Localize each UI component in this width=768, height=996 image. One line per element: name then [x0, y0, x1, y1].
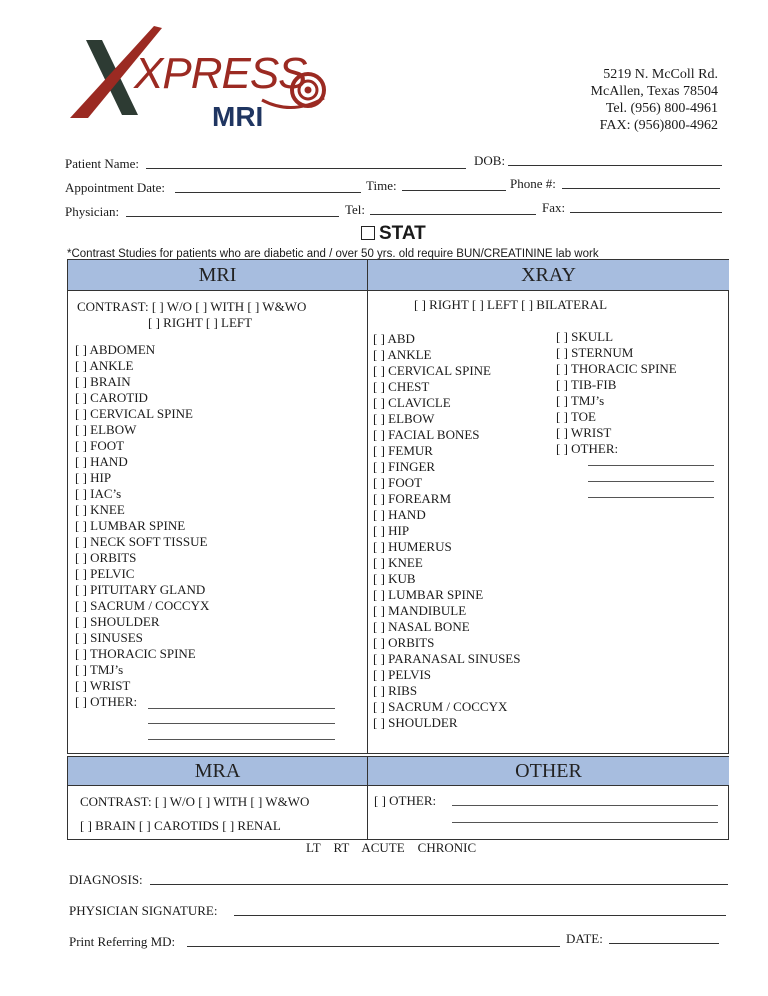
xray-other-line-2[interactable] — [588, 481, 714, 482]
xray-checkbox-item[interactable]: [ ] THORACIC SPINE — [556, 361, 677, 376]
xray-side-options[interactable]: [ ] RIGHT [ ] LEFT [ ] BILATERAL — [414, 297, 608, 312]
xray-checkbox-item[interactable]: [ ] KUB — [373, 571, 416, 586]
other-checkbox-label[interactable]: [ ] OTHER: — [374, 793, 437, 808]
phone-label: Phone #: — [510, 176, 556, 191]
xray-checkbox-item[interactable]: [ ] ELBOW — [373, 411, 435, 426]
xray-item-list-1 — [373, 331, 520, 731]
xray-checkbox-item[interactable]: [ ] HUMERUS — [373, 539, 452, 554]
mri-checkbox-item[interactable]: [ ] SINUSES — [75, 630, 143, 645]
side-acuity-legend: LT RT ACUTE CHRONIC — [306, 840, 477, 855]
diagnosis-field[interactable] — [150, 884, 728, 885]
mra-other-table — [67, 756, 729, 840]
xray-checkbox-item[interactable]: [ ] CLAVICLE — [373, 395, 451, 410]
stat-label: STAT — [379, 223, 426, 244]
referring-md-field[interactable] — [187, 946, 560, 947]
mra-other-divider — [367, 757, 368, 839]
mri-checkbox-item[interactable]: [ ] ORBITS — [75, 550, 137, 565]
mra-body-options[interactable]: [ ] BRAIN [ ] CAROTIDS [ ] RENAL — [80, 818, 281, 833]
xray-checkbox-item[interactable]: [ ] TOE — [556, 409, 596, 424]
xray-checkbox-item[interactable]: [ ] SHOULDER — [373, 715, 458, 730]
xray-checkbox-item[interactable]: [ ] NASAL BONE — [373, 619, 470, 634]
time-label: Time: — [366, 178, 397, 193]
xray-checkbox-item[interactable]: [ ] FINGER — [373, 459, 436, 474]
xray-checkbox-item[interactable]: [ ] ANKLE — [373, 347, 432, 362]
mri-checkbox-item[interactable]: [ ] FOOT — [75, 438, 125, 453]
mri-side-options[interactable]: [ ] RIGHT [ ] LEFT — [148, 315, 253, 330]
mri-other-line-1[interactable] — [148, 708, 335, 709]
stat-box[interactable] — [361, 226, 375, 240]
fax-label: Fax: — [542, 200, 566, 215]
stat-checkbox[interactable] — [361, 223, 426, 245]
xray-item-list-2 — [556, 329, 677, 457]
xray-checkbox-item[interactable]: [ ] FACIAL BONES — [373, 427, 480, 442]
address-street: 5219 N. McColl Rd. — [603, 67, 718, 82]
xray-checkbox-item[interactable]: [ ] FOREARM — [373, 491, 452, 506]
mri-other-line-3[interactable] — [148, 739, 335, 740]
xpress-mri-logo — [62, 20, 332, 135]
xray-checkbox-item[interactable]: [ ] TMJ’s — [556, 393, 605, 408]
address-fax: FAX: (956)800-4962 — [599, 118, 718, 133]
mri-checkbox-item[interactable]: [ ] THORACIC SPINE — [75, 646, 196, 661]
mri-checkbox-item[interactable]: [ ] HAND — [75, 454, 128, 469]
mri-xray-table — [67, 259, 729, 754]
xray-checkbox-item[interactable]: [ ] KNEE — [373, 555, 423, 570]
xray-checkbox-item[interactable]: [ ] OTHER: — [556, 441, 619, 456]
time-field[interactable] — [402, 190, 506, 191]
address-tel: Tel. (956) 800-4961 — [605, 101, 718, 116]
address-city: McAllen, Texas 78504 — [590, 84, 718, 99]
xray-other-line-3[interactable] — [588, 497, 714, 498]
mri-header: MRI — [68, 260, 367, 291]
patient-name-label: Patient Name: — [65, 156, 140, 171]
xray-checkbox-item[interactable]: [ ] SKULL — [556, 329, 614, 344]
xray-checkbox-item[interactable]: [ ] FOOT — [373, 475, 423, 490]
tel-field[interactable] — [370, 214, 536, 215]
mri-checkbox-item[interactable]: [ ] PITUITARY GLAND — [75, 582, 206, 597]
other-header: OTHER — [367, 757, 729, 786]
mri-checkbox-item[interactable]: [ ] HIP — [75, 470, 112, 485]
mri-checkbox-item[interactable]: [ ] KNEE — [75, 502, 125, 517]
mri-checkbox-item[interactable]: [ ] ANKLE — [75, 358, 134, 373]
logo-sub-text: MRI — [212, 101, 264, 132]
mri-checkbox-item[interactable]: [ ] SACRUM / COCCYX — [75, 598, 210, 613]
physician-field[interactable] — [126, 216, 339, 217]
clinic-address — [591, 66, 718, 134]
date-field[interactable] — [609, 943, 719, 944]
dob-label: DOB: — [474, 153, 506, 168]
xray-checkbox-item[interactable]: [ ] CHEST — [373, 379, 430, 394]
xray-checkbox-item[interactable]: [ ] PELVIS — [373, 667, 432, 682]
logo-brand-text: XPRESS — [134, 49, 307, 98]
xray-other-line-1[interactable] — [588, 465, 714, 466]
mra-contrast-options[interactable]: CONTRAST: [ ] W/O [ ] WITH [ ] W&WO — [80, 794, 310, 809]
referring-md-label: Print Referring MD: — [69, 934, 176, 949]
patient-name-field[interactable] — [146, 168, 466, 169]
xray-checkbox-item[interactable]: [ ] MANDIBULE — [373, 603, 467, 618]
xray-checkbox-item[interactable]: [ ] PARANASAL SINUSES — [373, 651, 521, 666]
mri-checkbox-item[interactable]: [ ] LUMBAR SPINE — [75, 518, 186, 533]
table-divider — [367, 260, 368, 753]
xray-checkbox-item[interactable]: [ ] ORBITS — [373, 635, 435, 650]
mri-contrast-options[interactable]: CONTRAST: [ ] W/O [ ] WITH [ ] W&WO — [77, 299, 307, 314]
tel-label: Tel: — [345, 202, 366, 217]
xray-checkbox-item[interactable]: [ ] TIB-FIB — [556, 377, 617, 392]
contrast-note: *Contrast Studies for patients who are diabetic and / over 50 yrs. old require BUN/CREATININE lab work — [67, 248, 599, 260]
mri-checkbox-item[interactable]: [ ] NECK SOFT TISSUE — [75, 534, 208, 549]
diagnosis-label: DIAGNOSIS: — [69, 872, 143, 887]
xray-checkbox-item[interactable]: [ ] ABD — [373, 331, 415, 346]
appointment-date-label: Appointment Date: — [65, 180, 166, 195]
mri-checkbox-item[interactable]: [ ] ELBOW — [75, 422, 137, 437]
mri-item-list — [75, 342, 209, 710]
mri-checkbox-item[interactable]: [ ] CAROTID — [75, 390, 148, 405]
physician-label: Physician: — [65, 204, 120, 219]
xray-checkbox-item[interactable]: [ ] WRIST — [556, 425, 612, 440]
other-line-2[interactable] — [452, 822, 718, 823]
mri-checkbox-item[interactable]: [ ] ABDOMEN — [75, 342, 156, 357]
xray-checkbox-item[interactable]: [ ] STERNUM — [556, 345, 634, 360]
xray-checkbox-item[interactable]: [ ] HIP — [373, 523, 410, 538]
mri-checkbox-item[interactable]: [ ] TMJ’s — [75, 662, 124, 677]
mri-checkbox-item[interactable]: [ ] PELVIC — [75, 566, 135, 581]
xray-checkbox-item[interactable]: [ ] RIBS — [373, 683, 418, 698]
xray-checkbox-item[interactable]: [ ] SACRUM / COCCYX — [373, 699, 508, 714]
mri-checkbox-item[interactable]: [ ] BRAIN — [75, 374, 131, 389]
phone-field[interactable] — [562, 188, 720, 189]
xray-checkbox-item[interactable]: [ ] FEMUR — [373, 443, 433, 458]
mri-checkbox-item[interactable]: [ ] IAC’s — [75, 486, 122, 501]
fax-field[interactable] — [570, 212, 722, 213]
other-line-1[interactable] — [452, 805, 718, 806]
mra-header: MRA — [68, 757, 367, 786]
xray-checkbox-item[interactable]: [ ] CERVICAL SPINE — [373, 363, 492, 378]
physician-signature-label: PHYSICIAN SIGNATURE: — [69, 903, 218, 918]
physician-signature-field[interactable] — [234, 915, 726, 916]
xray-checkbox-item[interactable]: [ ] HAND — [373, 507, 426, 522]
dob-field[interactable] — [508, 165, 722, 166]
mri-checkbox-item[interactable]: [ ] SHOULDER — [75, 614, 160, 629]
mri-other-line-2[interactable] — [148, 723, 335, 724]
date-label: DATE: — [566, 931, 603, 946]
xray-checkbox-item[interactable]: [ ] LUMBAR SPINE — [373, 587, 484, 602]
mri-checkbox-item[interactable]: [ ] OTHER: — [75, 694, 138, 709]
appointment-date-field[interactable] — [175, 192, 361, 193]
logo-graphic — [62, 20, 332, 135]
mri-checkbox-item[interactable]: [ ] WRIST — [75, 678, 131, 693]
xray-header: XRAY — [367, 260, 729, 291]
mri-checkbox-item[interactable]: [ ] CERVICAL SPINE — [75, 406, 194, 421]
